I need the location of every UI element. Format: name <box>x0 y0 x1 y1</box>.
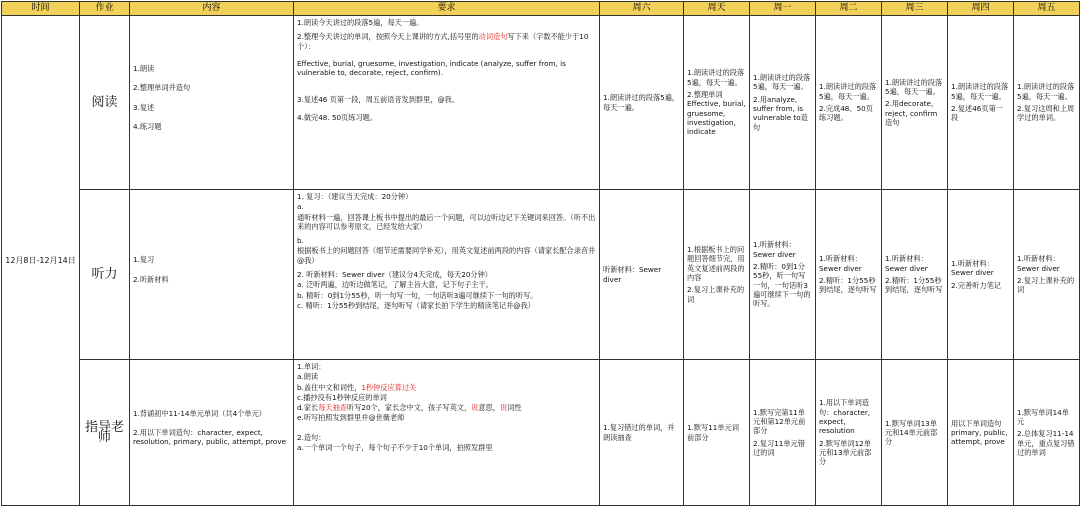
table-row-tutor <box>2 360 1080 506</box>
header-monday: 周一 <box>750 2 816 16</box>
table-row-reading <box>2 16 1080 190</box>
header-content: 内容 <box>130 2 294 16</box>
requirements-cell: 1. 复习：（建议当天完成：20分钟） a. 通听材料一遍，回答课上板书中提出的最后一个问题，可以边听边记下关键词来回答。（听不出来的内容可以参考原文，已经发给大家） b. 根据板书上的问题回答（细节还需要同学补充），用英文复述前两段的内容（请家长配合录音并@我） 2. 听新材料：Sewer diver（建议分4天完成，每天20分钟） a. 泛听两遍，边听边做笔记，了解主旨大意，记下句子主干。 b. 精听：0到1分55秒，听一句写一句，一句话听3遍可继续下一句的听写。 c. 精听：1分55秒到结尾，逐句听写（请家长拍下学生的精读笔记并@我） <box>294 190 600 360</box>
friday-cell: 1.听新材料：Sewer diver 2.复习上课补充的词 <box>1014 190 1080 360</box>
period-cell: 12月8日-12月14日 <box>2 16 80 506</box>
header-saturday: 周六 <box>600 2 684 16</box>
header-thursday: 周四 <box>948 2 1014 16</box>
table-row-listening <box>2 190 1080 360</box>
sunday-cell: 1.根据板书上的问题回答细节完，用英文复述前两段的内容 2.复习上课补充的词 <box>684 190 750 360</box>
header-friday: 周五 <box>1014 2 1080 16</box>
thursday-cell: 1.朗读讲过的段落5遍，每天一遍。 2.复述46页第一段 <box>948 16 1014 190</box>
content-cell: 1.复习 2.听新材料 <box>130 190 294 360</box>
wednesday-cell: 1.听新材料：Sewer diver 2.精听：1分55秒到结尾，逐句听写 <box>882 190 948 360</box>
thursday-cell: 1.听新材料：Sewer diver 2.完善听力笔记 <box>948 190 1014 360</box>
subject-cell: 听力 <box>80 190 130 360</box>
tuesday-cell: 1.朗读讲过的段落5遍，每天一遍。 2.完成48、50页练习题。 <box>816 16 882 190</box>
wednesday-cell: 1.朗读讲过的段落5遍，每天一遍。 2.用decorate, reject, confirm造句 <box>882 16 948 190</box>
homework-table <box>1 1 1080 506</box>
sunday-cell: 1.朗读讲过的段落5遍，每天一遍。 2.整理单词Effective, burial, gruesome, investigation, indicate <box>684 16 750 190</box>
tuesday-cell: 1.用以下单词造句：character, expect, resolution 2.默写单词12单元和13单元前部分 <box>816 360 882 506</box>
tuesday-cell: 1.听新材料：Sewer diver 2.精听：1分55秒到结尾，逐句听写 <box>816 190 882 360</box>
friday-cell: 1.朗读讲过的段落5遍，每天一遍。 2.复习这周和上周学过的单词。 <box>1014 16 1080 190</box>
subject-cell: 指导老师 <box>80 360 130 506</box>
requirements-cell: 1.单词： a.朗读 b.盖住中文和词性，1秒钟反应算过关 c.播抄没有1秒钟反应的单词 d.家长每天抽查听写20个，家长念中文，孩子写英文，说意思，说词性 e.听写拍照发到群里并@世薇老师 2.造句： a.一个单词一个句子，每个句子不少于10个单词，拍照发群里 <box>294 360 600 506</box>
friday-cell: 1.默写单词14单元 2.总体复习11-14单元，重点复习错过的单词 <box>1014 360 1080 506</box>
requirements-cell: 1.朗读今天讲过的段落5遍，每天一遍。 2.整理今天讲过的单词，按照今天上课讲的方式,括号里的动词造句写下来（字数不能少于10个）： Effective, burial, gruesome, investigation, indicate (analyze, suffer from, is vulnerable to, decorate, reject, confirm). 3.复述46 页第一段，周五前语音发到群里，@我。 4.做完48. 50页练习题。 <box>294 16 600 190</box>
thursday-cell: 用以下单词造句primary, public, attempt, prove <box>948 360 1014 506</box>
monday-cell: 1.默写完第11单元和第12单元前部分 2.复习11单元错过的词 <box>750 360 816 506</box>
subject-cell: 阅读 <box>80 16 130 190</box>
saturday-cell: 听新材料：Sewer diver <box>600 190 684 360</box>
monday-cell: 1.朗读讲过的段落5遍，每天一遍。 2.用analyze, suffer from, is vulnerable to造句 <box>750 16 816 190</box>
header-time: 时间 <box>2 2 80 16</box>
header-requirements: 要求 <box>294 2 600 16</box>
saturday-cell: 1.朗读讲过的段落5遍，每天一遍。 <box>600 16 684 190</box>
header-homework: 作业 <box>80 2 130 16</box>
header-row <box>2 2 1080 16</box>
header-tuesday: 周二 <box>816 2 882 16</box>
header-sunday: 周天 <box>684 2 750 16</box>
header-wednesday: 周三 <box>882 2 948 16</box>
sunday-cell: 1.默写11单元词前部分 <box>684 360 750 506</box>
content-cell: 1.背诵初中11-14单元单词（共4个单元） 2.用以下单词造句：character, expect, resolution, primary, public, attempt, prove <box>130 360 294 506</box>
saturday-cell: 1.复习错过的单词，并朗读抽查 <box>600 360 684 506</box>
monday-cell: 1.听新材料：Sewer diver 2.精听：0到1分55秒，听一句写一句，一句话听3遍可继续下一句的听写。 <box>750 190 816 360</box>
content-cell: 1.朗读 2.整理单词并造句 3.复述 4.练习题 <box>130 16 294 190</box>
wednesday-cell: 1.默写单词13单元和14单元前部分 <box>882 360 948 506</box>
